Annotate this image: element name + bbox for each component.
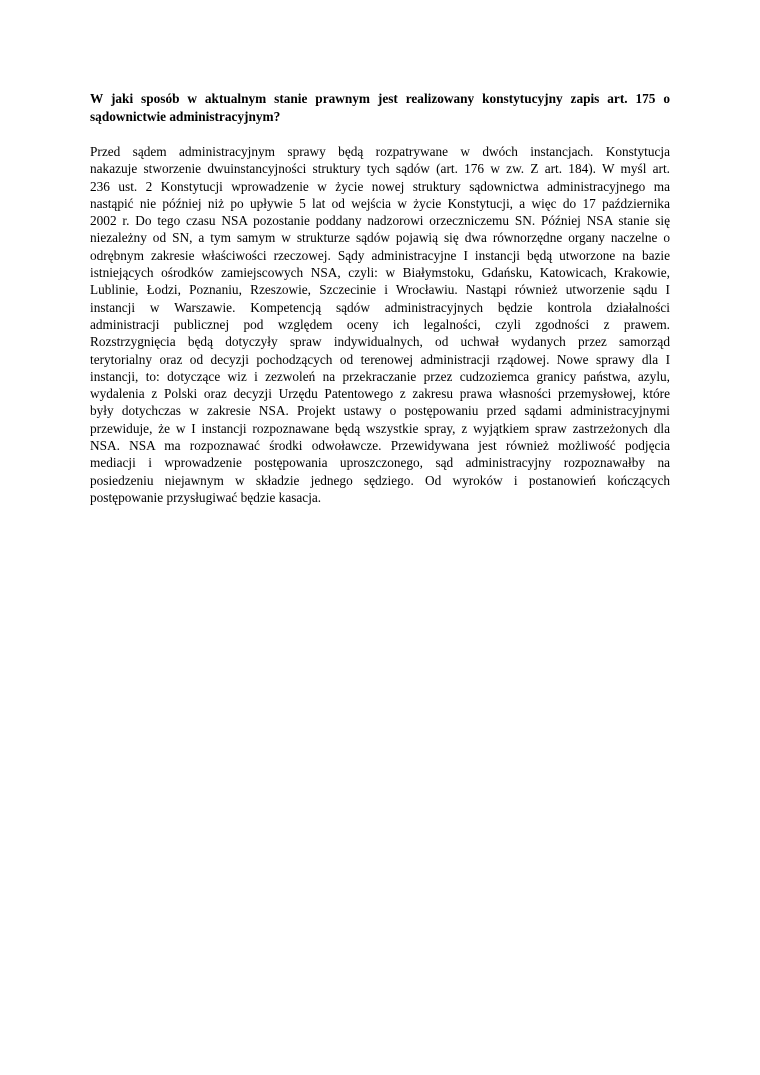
answer-line: posiedzeniu niejawnym w składzie jednego sędziego. Od wyroków i postanowień kończących (90, 472, 670, 488)
answer-line: instancji w Warszawie. Kompetencją sądów administracyjnych będzie kontrola działalności (90, 299, 670, 315)
answer-line: mediacji i wprowadzenie postępowania uproszczonego, sąd administracyjny rozpoznawałby na (90, 455, 670, 471)
question-heading: W jaki sposób w aktualnym stanie prawnym jest realizowany konstytucyjny zapis art. 175 o sądownictwie administracyjnym? (90, 91, 670, 124)
answer-line: przewiduje, że w I instancji rozpoznawane będą wszystkie spray, z wyjątkiem spraw zastrzeżonych dla (90, 420, 670, 436)
answer-line: instancji, to: dotyczące wiz i zezwoleń na przekraczanie przez cudzoziemca granicy państwa, azylu, (90, 368, 670, 384)
answer-paragraph (90, 143, 670, 506)
answer-line: Rozstrzygnięcia będą dotyczyły spraw indywidualnych, od uchwał wydanych przez samorząd (90, 334, 670, 350)
answer-line: istniejących ośrodków zamiejscowych NSA, czyli: w Białymstoku, Gdańsku, Katowicach, Krakowie, (90, 265, 670, 281)
answer-line: administracji publicznej pod względem oceny ich legalności, czyli zgodności z prawem. (90, 316, 670, 332)
answer-line: wydalenia z Polski oraz decyzji Urzędu Patentowego z zakresu prawa własności przemysłowej, które (90, 386, 670, 402)
answer-line: Przed sądem administracyjnym sprawy będą rozpatrywane w dwóch instancjach. Konstytucja (90, 144, 670, 159)
answer-line: 2002 r. Do tego czasu NSA pozostanie poddany nadzorowi orzeczniczemu SN. Później NSA stanie się (90, 213, 670, 229)
answer-line: niezależny od SN, a tym samym w strukturze sądów pojawią się dwa równorzędne organy naczelne o (90, 230, 670, 246)
answer-line: Lublinie, Łodzi, Poznaniu, Rzeszowie, Szczecinie i Wrocławiu. Nastąpi również utworzenie sądu I (90, 282, 670, 298)
answer-line: nakazuje stworzenie dwuinstancyjności struktury tych sądów (art. 176 w zw. Z art. 184). W myśl art. (90, 161, 670, 177)
answer-line: nastąpić nie później niż po upływie 5 lat od wejścia w życie Konstytucji, a więc do 17 października (90, 195, 670, 211)
answer-line: NSA. NSA ma rozpoznawać środki odwoławcze. Przewidywana jest również możliwość podjęcia (90, 438, 670, 454)
answer-line: były dotychczas w zakresie NSA. Projekt ustawy o postępowaniu przed sądami administracyjnymi (90, 403, 670, 419)
document-content (90, 90, 670, 506)
answer-line: 236 ust. 2 Konstytucji wprowadzenie w życie nowej struktury sądownictwa administracyjnego ma (90, 178, 670, 194)
answer-line: postępowanie przysługiwać będzie kasacja. (90, 489, 322, 505)
answer-line: terytorialny oraz od decyzji pochodzących od terenowej administracji rządowej. Nowe sprawy dla I (90, 351, 670, 367)
answer-line: odrębnym zakresie właściwości rzeczowej. Sądy administracyjne I instancji będą utworzone na bazie (90, 247, 670, 263)
